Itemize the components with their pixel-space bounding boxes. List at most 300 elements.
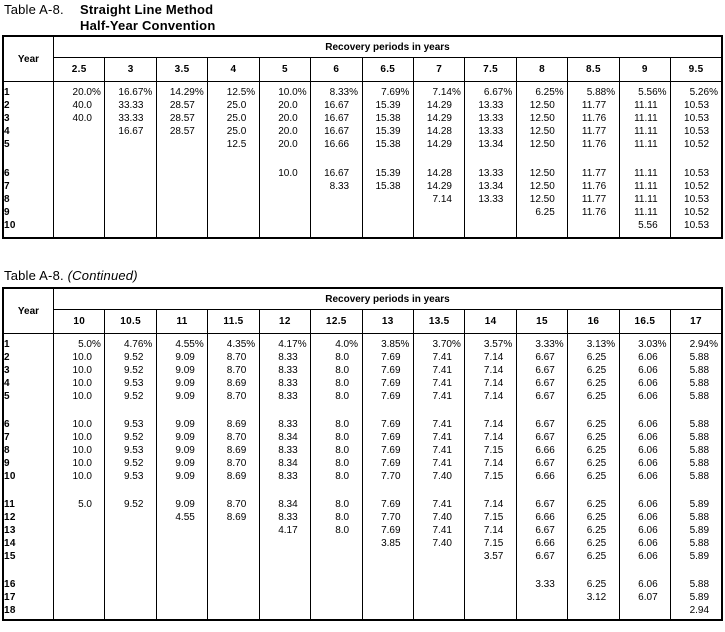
spacer-cell (516, 151, 567, 167)
table-cell (259, 498, 310, 511)
table-cell (413, 498, 464, 511)
table-cell (671, 591, 722, 604)
spacer-cell (311, 151, 362, 167)
spacer-cell (259, 232, 310, 238)
spacer-cell (362, 483, 413, 498)
table-cell (311, 112, 362, 125)
cell-value: 6.25 (586, 457, 607, 469)
spacer-cell (568, 232, 619, 238)
table2-continued-label: (Continued) (67, 268, 138, 283)
table-cell (105, 377, 156, 390)
cell-value: 28.57 (169, 125, 195, 137)
cell-value: 4.0% (335, 338, 359, 350)
table-cell (568, 338, 619, 351)
cell-value: 8.33 (278, 470, 298, 482)
cell-value: 10.53 (684, 112, 710, 124)
table-cell (259, 390, 310, 403)
table-cell (54, 377, 105, 390)
cell-value: 9.09 (175, 377, 195, 389)
table-cell (208, 550, 259, 563)
cell-value: 7.40 (432, 511, 452, 523)
table-cell (465, 193, 516, 206)
year-column-header: Year (3, 288, 54, 334)
cell-value: 6.06 (638, 444, 658, 456)
cell-value: 6.25 (586, 524, 607, 536)
cell-value: 10.52 (684, 180, 710, 192)
spacer-cell (362, 563, 413, 578)
table-cell (54, 112, 105, 125)
table-cell (568, 99, 619, 112)
cell-value: 33.33 (118, 112, 144, 124)
spacer-row (3, 483, 722, 498)
table-cell (259, 604, 310, 617)
cell-value: 20.0 (278, 125, 298, 137)
table-cell (516, 206, 567, 219)
cell-value: 8.0 (335, 351, 350, 363)
cell-value: 9.09 (175, 431, 195, 443)
cell-value: 7.14 (483, 457, 504, 469)
table-cell (156, 167, 207, 180)
cell-value: 25.0 (226, 99, 247, 111)
table-cell (413, 431, 464, 444)
cell-value: 14.28 (426, 125, 452, 137)
cell-value: 7.69% (381, 86, 410, 98)
spacer-cell (568, 151, 619, 167)
table-row (3, 112, 722, 125)
table-cell (54, 604, 105, 617)
cell-value: 6.25 (586, 511, 607, 523)
cell-value: 14.28 (426, 167, 452, 179)
cell-value: 25.0 (226, 125, 247, 137)
column-headers-row (3, 310, 722, 334)
table-row (3, 444, 722, 457)
table-cell (671, 138, 722, 151)
cell-value: 28.57 (169, 99, 195, 111)
table-row (3, 431, 722, 444)
cell-value: 14.29 (426, 180, 452, 192)
table-cell (362, 604, 413, 617)
table-cell (54, 206, 105, 219)
cell-value: 8.0 (335, 364, 350, 376)
spacer-cell (362, 151, 413, 167)
table-cell (619, 338, 670, 351)
cell-value: 11.76 (581, 180, 607, 192)
table-cell (413, 138, 464, 151)
cell-value: 11.76 (581, 206, 607, 218)
table-cell (568, 498, 619, 511)
cell-value: 9.09 (175, 351, 195, 363)
table-cell (671, 86, 722, 99)
spacer-cell (259, 151, 310, 167)
spacer-row (3, 617, 722, 620)
cell-value: 8.70 (226, 431, 247, 443)
cell-value: 6.25 (586, 578, 607, 590)
table-cell (311, 125, 362, 138)
year-cell: 5 (3, 138, 54, 151)
cell-value: 12.50 (529, 99, 555, 111)
header-row (3, 288, 722, 310)
table-cell (54, 180, 105, 193)
table-cell (54, 351, 105, 364)
spacer-cell (311, 483, 362, 498)
table-cell (362, 390, 413, 403)
table-cell (413, 112, 464, 125)
cell-value: 10.53 (684, 167, 710, 179)
table-cell (568, 511, 619, 524)
table-cell (619, 418, 670, 431)
cell-value: 10.53 (684, 99, 710, 111)
cell-value: 8.0 (335, 457, 350, 469)
table-cell (413, 444, 464, 457)
table-cell (568, 193, 619, 206)
table2-header (3, 288, 722, 334)
spacer-cell (619, 483, 670, 498)
cell-value: 11.11 (634, 206, 658, 218)
table1-method-title: Straight Line Method (80, 2, 214, 17)
table-cell (619, 125, 670, 138)
table-cell (259, 444, 310, 457)
table-cell (362, 193, 413, 206)
table-cell (362, 86, 413, 99)
cell-value: 7.15 (483, 470, 504, 482)
cell-value: 8.33 (278, 444, 298, 456)
table-cell (105, 604, 156, 617)
table-cell (465, 180, 516, 193)
table-cell (568, 86, 619, 99)
table-cell (413, 390, 464, 403)
table-cell (362, 511, 413, 524)
table-cell (259, 537, 310, 550)
cell-value: 6.25 (586, 418, 607, 430)
table-cell (465, 418, 516, 431)
cell-value: 6.06 (638, 390, 658, 402)
table-cell (465, 377, 516, 390)
table-cell (465, 112, 516, 125)
cell-value: 8.33 (278, 390, 298, 402)
cell-value: 5.88 (689, 431, 710, 443)
col-header: 13 (362, 310, 413, 334)
cell-value: 7.70 (381, 470, 401, 482)
spacer-cell (3, 403, 54, 418)
cell-value: 9.52 (123, 390, 144, 402)
table-cell (156, 377, 207, 390)
table-cell (362, 125, 413, 138)
table-cell (105, 112, 156, 125)
table-cell (413, 351, 464, 364)
cell-value: 7.69 (381, 377, 401, 389)
cell-value: 7.41 (432, 418, 452, 430)
table-cell (619, 511, 670, 524)
spacer-cell (568, 483, 619, 498)
spacer-cell (54, 617, 105, 620)
table-cell (311, 431, 362, 444)
table-cell (311, 180, 362, 193)
cell-value: 8.0 (335, 470, 350, 482)
year-cell: 6 (3, 167, 54, 180)
table-cell (156, 219, 207, 232)
table-cell (568, 591, 619, 604)
table-cell (259, 219, 310, 232)
table-cell (105, 390, 156, 403)
table-cell (516, 364, 567, 377)
table-cell (105, 125, 156, 138)
table-cell (413, 180, 464, 193)
table-cell (105, 524, 156, 537)
table-row (3, 125, 722, 138)
table-cell (465, 219, 516, 232)
table-cell (413, 604, 464, 617)
cell-value: 13.33 (478, 193, 504, 205)
cell-value: 11.77 (581, 125, 607, 137)
cell-value: 5.88 (689, 578, 710, 590)
spacer-cell (54, 232, 105, 238)
table-cell (516, 99, 567, 112)
cell-value: 7.41 (432, 524, 452, 536)
table-cell (156, 444, 207, 457)
table-cell (516, 390, 567, 403)
table-row (3, 206, 722, 219)
cell-value: 6.66 (535, 470, 555, 482)
table-cell (54, 470, 105, 483)
table-row (3, 364, 722, 377)
cell-value: 6.06 (638, 431, 658, 443)
table-cell (259, 86, 310, 99)
cell-value: 40.0 (72, 112, 92, 124)
cell-value: 5.0% (78, 338, 101, 350)
table-cell (208, 86, 259, 99)
cell-value: 9.53 (123, 444, 144, 456)
table-cell (156, 364, 207, 377)
col-header: 9.5 (671, 58, 722, 82)
table2-label: Table A-8. (4, 268, 64, 283)
table-cell (156, 498, 207, 511)
cell-value: 4.55% (175, 338, 204, 350)
table-cell (619, 138, 670, 151)
table-cell (311, 418, 362, 431)
year-cell: 10 (3, 219, 54, 232)
table-cell (54, 591, 105, 604)
table-cell (208, 604, 259, 617)
cell-value: 8.69 (226, 470, 247, 482)
table-cell (259, 180, 310, 193)
table-cell (156, 193, 207, 206)
cell-value: 5.88 (689, 377, 710, 389)
cell-value: 14.29 (426, 99, 452, 111)
depreciation-table-2 (2, 287, 723, 621)
cell-value: 7.41 (432, 351, 452, 363)
cell-value: 9.53 (123, 418, 144, 430)
cell-value: 16.67 (324, 125, 350, 137)
table-cell (156, 138, 207, 151)
table-cell (671, 498, 722, 511)
cell-value: 11.77 (581, 167, 607, 179)
spacer-cell (413, 151, 464, 167)
table-cell (208, 418, 259, 431)
cell-value: 6.25 (586, 390, 607, 402)
spacer-cell (3, 151, 54, 167)
table-cell (516, 444, 567, 457)
table1-body (3, 82, 722, 238)
cell-value: 10.0 (278, 167, 298, 179)
cell-value: 5.89 (689, 550, 710, 562)
table-cell (671, 604, 722, 617)
cell-value: 7.41 (432, 377, 452, 389)
table-cell (568, 206, 619, 219)
table-cell (568, 125, 619, 138)
table-cell (259, 457, 310, 470)
table-cell (362, 470, 413, 483)
cell-value: 40.0 (72, 99, 92, 111)
table-cell (362, 364, 413, 377)
cell-value: 7.14 (483, 431, 504, 443)
table-cell (671, 457, 722, 470)
cell-value: 7.41 (432, 444, 452, 456)
table-cell (156, 390, 207, 403)
table-cell (311, 138, 362, 151)
table-cell (54, 537, 105, 550)
table-cell (413, 524, 464, 537)
spacer-cell (465, 563, 516, 578)
col-header: 10 (54, 310, 105, 334)
table-cell (619, 99, 670, 112)
table-cell (259, 193, 310, 206)
table-cell (516, 180, 567, 193)
col-header: 13.5 (413, 310, 464, 334)
table-cell (671, 377, 722, 390)
cell-value: 6.67 (535, 377, 555, 389)
cell-value: 3.85% (381, 338, 410, 350)
cell-value: 25.0 (226, 112, 247, 124)
table-cell (516, 604, 567, 617)
cell-value: 13.34 (478, 180, 504, 192)
year-cell: 2 (3, 99, 54, 112)
table-cell (465, 351, 516, 364)
table-cell (311, 498, 362, 511)
table-cell (105, 180, 156, 193)
table-cell (54, 550, 105, 563)
cell-value: 5.89 (689, 591, 710, 603)
spacer-cell (156, 563, 207, 578)
year-cell: 11 (3, 498, 54, 511)
table-row (3, 498, 722, 511)
cell-value: 9.52 (123, 431, 144, 443)
table-cell (54, 125, 105, 138)
spacer-cell (105, 232, 156, 238)
table-cell (465, 364, 516, 377)
table-cell (156, 457, 207, 470)
table-cell (671, 99, 722, 112)
table-cell (311, 167, 362, 180)
table-cell (311, 591, 362, 604)
cell-value: 8.0 (335, 390, 350, 402)
table-cell (105, 431, 156, 444)
spacer-cell (259, 563, 310, 578)
spacer-cell (619, 403, 670, 418)
table-cell (362, 578, 413, 591)
table-cell (208, 431, 259, 444)
table-cell (105, 470, 156, 483)
table-cell (105, 457, 156, 470)
cell-value: 6.25 (586, 444, 607, 456)
cell-value: 12.50 (529, 112, 555, 124)
cell-value: 8.69 (226, 444, 247, 456)
table-cell (208, 537, 259, 550)
cell-value: 11.77 (581, 99, 607, 111)
cell-value: 11.11 (634, 167, 658, 179)
table-cell (54, 498, 105, 511)
table-cell (54, 457, 105, 470)
table-cell (208, 167, 259, 180)
cell-value: 7.69 (381, 418, 401, 430)
table-cell (208, 524, 259, 537)
table-cell (516, 167, 567, 180)
col-header: 7.5 (465, 58, 516, 82)
cell-value: 4.35% (226, 338, 256, 350)
spacer-cell (3, 563, 54, 578)
year-cell: 9 (3, 457, 54, 470)
table2-title (4, 268, 138, 284)
cell-value: 13.33 (478, 167, 504, 179)
table-cell (465, 390, 516, 403)
spacer-cell (208, 151, 259, 167)
table-row (3, 138, 722, 151)
col-header: 8 (516, 58, 567, 82)
table-cell (413, 591, 464, 604)
cell-value: 6.06 (638, 457, 658, 469)
table-cell (619, 550, 670, 563)
cell-value: 10.0 (72, 418, 92, 430)
table-cell (208, 444, 259, 457)
table-cell (671, 537, 722, 550)
cell-value: 5.56% (638, 86, 667, 98)
spacer-cell (413, 617, 464, 620)
table-cell (105, 351, 156, 364)
table-cell (208, 112, 259, 125)
spacer-cell (619, 563, 670, 578)
cell-value: 7.14 (432, 193, 452, 205)
table1-label: Table A-8. (4, 2, 64, 17)
spacer-cell (105, 151, 156, 167)
cell-value: 20.0 (278, 112, 298, 124)
spacer-cell (516, 232, 567, 238)
spacer-cell (465, 617, 516, 620)
cell-value: 8.70 (226, 498, 247, 510)
spacer-cell (105, 617, 156, 620)
cell-value: 8.33 (278, 511, 298, 523)
col-header: 12 (259, 310, 310, 334)
table-cell (568, 351, 619, 364)
cell-value: 8.33 (278, 364, 298, 376)
cell-value: 6.67 (535, 418, 555, 430)
cell-value: 6.25 (586, 537, 607, 549)
table-cell (465, 138, 516, 151)
table-cell (259, 125, 310, 138)
table-cell (671, 444, 722, 457)
table-cell (208, 498, 259, 511)
table-row (3, 537, 722, 550)
table-cell (311, 338, 362, 351)
table-cell (259, 418, 310, 431)
table-cell (413, 457, 464, 470)
table-row (3, 86, 722, 99)
table-cell (362, 338, 413, 351)
table-cell (208, 578, 259, 591)
spacer-cell (619, 232, 670, 238)
table-cell (516, 578, 567, 591)
table-cell (362, 219, 413, 232)
year-cell: 4 (3, 377, 54, 390)
cell-value: 7.69 (381, 390, 401, 402)
